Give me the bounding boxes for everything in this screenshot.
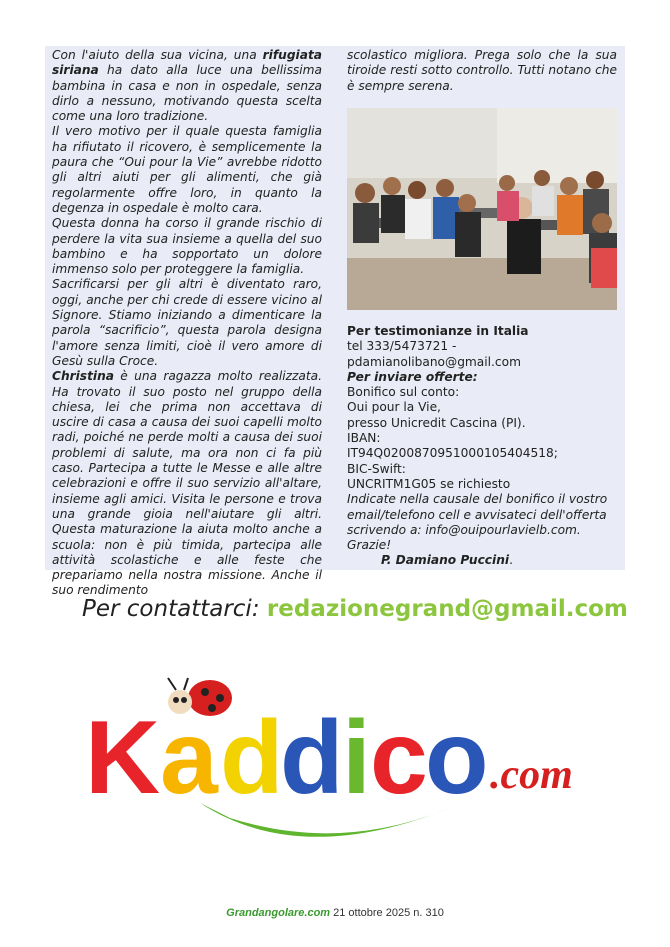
group-photo [347,108,617,310]
signature [347,553,622,568]
iban-label: IBAN: [347,431,381,446]
transfer-note-2: email/telefono cell e avvisateci dell'offerta [347,507,607,522]
bonifico-label: Bonifico sul conto: [347,385,460,400]
paragraph-refugee [52,48,322,124]
text: Con l'aiuto della sua vicina, una [52,48,263,62]
article-left-column [52,48,322,599]
testimony-heading: Per testimonianze in Italia [347,324,529,338]
bic-value: UNCRITM1G05 se richiesto [347,476,511,491]
emphasis-refugee: rifugiata siriana [52,48,322,78]
iban-value: IT94Q0200870951000105404518; [347,446,558,461]
footer-site-link[interactable]: Grandangolare.com [226,907,331,919]
contact-info [347,324,622,569]
logo-letter-o: o [425,700,489,816]
name-christina: Christina [52,369,114,384]
group-photo-illustration [347,108,617,310]
logo-letter-i: i [342,700,371,816]
logo-suffix: .com [490,752,573,798]
account-name: Oui pour la Vie, [347,400,441,415]
logo-letter-c: c [370,700,428,816]
text: ha dato alla luce una bellissima bambina in casa e non in ospedale, senza dirlo a nessuno, motivando questa scelta come una loro tradizione. [52,63,322,124]
phone-number: tel 333/5473721 - [347,339,457,354]
contact-label: Per contattarci: [82,596,267,622]
kaddico-logo[interactable] [80,668,600,868]
transfer-note-1: Indicate nella causale del bonifico il vostro [347,492,608,507]
contact-banner [82,596,628,622]
contact-email: pdamianolibano@gmail.com [347,354,521,369]
transfer-note-3: scrivendo a: info@ouipourlavielb.com. [347,522,581,537]
article-continuation: scolastico migliora. Prega solo che la sua tiroide resti sotto controllo. Tutti notano che è sempre serena. [347,48,617,93]
footer-issue: 21 ottobre 2025 n. 310 [330,907,444,919]
logo-letter-a: a [160,700,218,816]
signature-end: . [509,553,513,568]
signature-name: P. Damiano Puccini [381,553,510,568]
kaddico-logo-graphic [80,668,600,868]
logo-letter-d2: d [280,700,344,816]
bank-name: presso Unicredit Cascina (PI). [347,415,526,430]
footer [0,907,670,919]
paragraph-christina [52,369,322,598]
redazione-email-link[interactable]: redazionegrand@gmail.com [266,596,628,622]
logo-letter-d1: d [220,700,284,816]
paragraph-risk: Questa donna ha corso il grande rischio di perdere la vita sua insieme a quella del suo bambino e ha sopportato un dolore immenso solo per proteggere la famiglia. [52,216,322,277]
paragraph-reason: Il vero motivo per il quale questa famiglia ha rifiutato il ricovero, è semplicemente la paura che “Oui pour la Vie” avrebbe ridotto gli altri aiuti per gli alimenti, che già regolarmente offre loro, in quanto la degenza in ospedale è molto cara. [52,124,322,215]
logo-letter-k: K [85,700,161,816]
offers-heading: Per inviare offerte: [347,369,478,384]
text: è una ragazza molto realizzata. Ha trovato il suo posto nel gruppo della chiesa, lei che prima non accettava di uscire di casa a causa dei suoi capelli molto radi, poiché ne perde molti a causa dei suoi problemi di salute, ma ora non ci fa più caso. Partecipa a tutte le Messe e alle altre celebrazioni e offre il suo servizio all'altare, insieme agli amici. Visita le persone e trova una grande gioia nell'aiutare gli altri. Questa maturazione la aiuta molto anche a scuola: non è più timida, partecipa alle attività scolastiche e alle feste che prepariamo nella nostra missione. Anche il suo rendimento [52,369,322,598]
bic-label: BIC-Swift: [347,461,406,476]
paragraph-sacrifice: Sacrificarsi per gli altri è diventato raro, oggi, anche per chi crede di essere vicino al Signore. Stiamo iniziando a dimenticare la parola “sacrificio”, questa parola designa l'amore senza limiti, cioè il vero amore di Gesù sulla Croce. [52,277,322,368]
thanks: Grazie! [347,538,392,553]
